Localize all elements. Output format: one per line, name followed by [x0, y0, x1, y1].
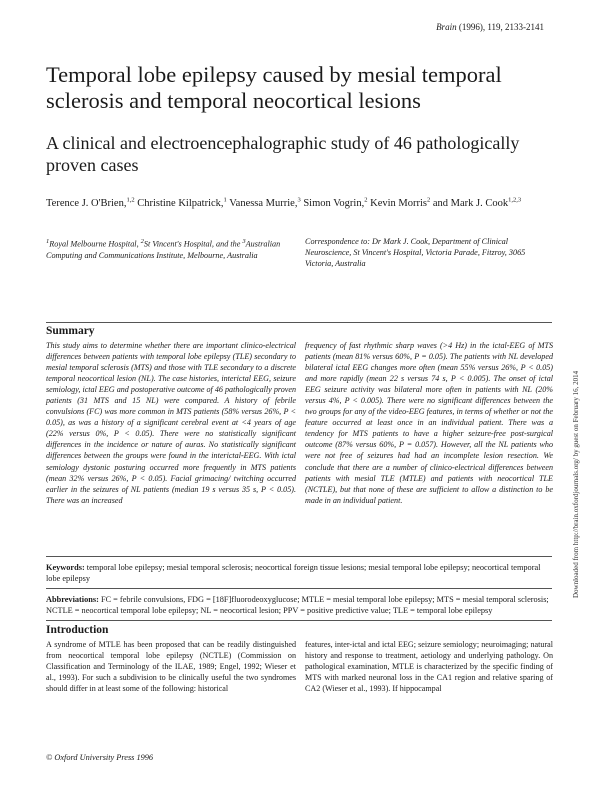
copyright-notice: © Oxford University Press 1996: [46, 753, 154, 762]
journal-name: Brain: [436, 22, 457, 32]
summary-text-right: frequency of fast rhythmic sharp waves (>4 Hz) in the ictal-EEG of MTS patients (mean 81% versus 60%, P = 0.05). The patients with NL developed bilateral ictal EEG changes more often (mean 55% versus 26%, P < 0.05) and more rapidly (mean 22 s versus 74 s, P < 0.005). The onset of ictal EEG seizure activity was bilateral more often in patients with NL (20% versus 4%, P < 0.005). There were no significant differences between the two groups for any of the video-EEG features, in terms of whether or not the feature occurred at least once in an individual patient. There was a tendency for MTS patients to have a higher seizure-free post-surgical outcome (87% versus 60%, P = 0.057). However, all the NL patients who were not free of seizures had had an incomplete lesion resection. We conclude that there are a number of clinico-electrical differences between patients with mesial TLE (MTLE) and patients with neocortical TLE (NCTLE), but that none of these are sufficient to allow a distinction to be made in an individual patient.: [305, 341, 553, 505]
paper-subtitle: A clinical and electroencephalographic study of 46 pathologically proven cases: [46, 133, 520, 175]
introduction-heading: Introduction: [46, 624, 109, 636]
keywords: [46, 562, 552, 584]
paper-title: Temporal lobe epilepsy caused by mesial temporal sclerosis and temporal neocortical lesions: [46, 62, 502, 113]
abbreviations: [46, 594, 552, 616]
keywords-label: Keywords:: [46, 563, 85, 572]
section-divider: [46, 322, 552, 323]
abbreviations-label: Abbreviations:: [46, 595, 99, 604]
summary-text-left: This study aims to determine whether there are important clinico-electrical differences between patients with temporal lobe epilepsy (TLE) secondary to mesial temporal sclerosis (MTS) and those with TLE secondary to a discrete temporal neocortical lesion (NL). The case histories, interictal EEG, seizure semiology, ictal EEG and postoperative outcome of 46 pathologically proven patients (31 MTS and 15 NL) were compared. A history of febrile convulsions (FC) was more common in MTS patients (58% versus 26%, P < 0.05), as was a history of a significant cerebral event at <4 years of age (22% versus 0%, P < 0.05). There were no statistically significant differences in the incidence or nature of auras. No statistically significant differences between the groups were found in the interictal-EEG. With ictal semiology dystonic posturing occurred more frequently in MTS patients (mean 32% versus 26%, P < 0.05). Facial grimacing/ twitching occurred earlier in the seizures of NL patients (median 19 s versus 35 s, P < 0.05). There was an increased: [46, 341, 296, 505]
summary-heading: Summary: [46, 325, 95, 337]
author: Vanessa Murrie,$^3$: [229, 196, 301, 209]
section-divider: [46, 588, 552, 589]
author: Terence J. O'Brien,$^{1,2}$: [46, 196, 135, 209]
introduction-text-left: A syndrome of MTLE has been proposed that can be readily distinguished from neocortical temporal lobe epilepsy (NCTLE) (Commission on Classification and Terminology of the ILAE, 1989; Engel, 1992; Wieser et al., 1993). For such a subdivision to be clinically useful the two syndromes should differ in at least some of the following: historical: [46, 640, 296, 694]
journal-volume-pages: (1996), 119, 2133-2141: [458, 22, 544, 32]
author-list: [46, 193, 546, 210]
section-divider: [46, 620, 552, 621]
keywords-text: temporal lobe epilepsy; mesial temporal sclerosis; neocortical foreign tissue lesions; mesial temporal lobe epilepsy; neocortical temporal lobe epilepsy: [46, 563, 541, 583]
affiliations: $^1$Royal Melbourne Hospital, $^2$St Vincent's Hospital, and the $^3$Australian Computing and Communications Institute, Melbourne, Australia: [46, 238, 281, 260]
section-divider: [46, 556, 552, 557]
author: Christine Kilpatrick,$^1$: [137, 196, 227, 209]
author: Mark J. Cook$^{1,2,3}$: [450, 196, 522, 209]
download-watermark: Downloaded from http://brain.oxfordjournals.org/ by guest on February 16, 2014: [572, 370, 580, 598]
author: Kevin Morris$^2$ and: [370, 196, 451, 209]
abbreviations-text: FC = febrile convulsions, FDG = [18F]fluorodeoxyglucose; MTLE = mesial temporal lobe epilepsy; MTS = mesial temporal sclerosis; NCTLE = neocortical temporal lobe epilepsy; NL = neocortical lesion; PPV = positive predictive value; TLE = temporal lobe epilepsy: [46, 595, 549, 615]
introduction-text-right: features, inter-ictal and ictal EEG; seizure semiology; neuroimaging; natural history and response to treatment, aetiology and underlying pathology. On pathological examination, MTLE is characterized by the specific finding of MTS with marked neuronal loss in the CA1 region and relative sparing of CA2 (Wieser et al., 1993). If hippocampal: [305, 640, 553, 694]
correspondence-address: Correspondence to: Dr Mark J. Cook, Department of Clinical Neuroscience, St Vincent's Hospital, Victoria Parade, Fitzroy, 3065 Victoria, Australia: [305, 237, 526, 268]
journal-citation: [436, 22, 544, 32]
author: Simon Vogrin,$^2$: [303, 196, 368, 209]
